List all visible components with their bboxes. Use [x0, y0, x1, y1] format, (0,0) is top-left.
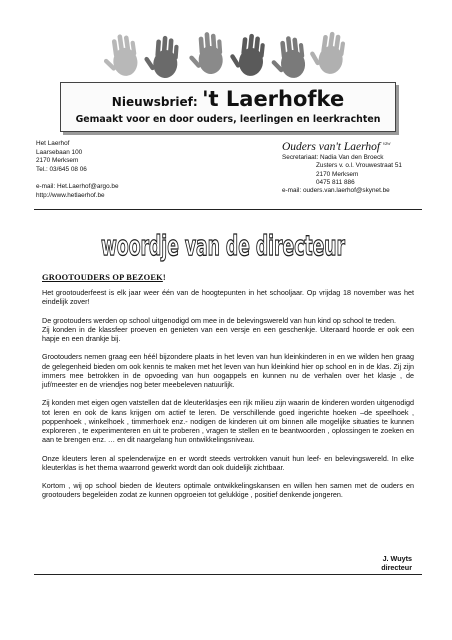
- hand-print-icon: [187, 31, 224, 75]
- hand-print-icon: [268, 35, 306, 80]
- newsletter-subtitle: Gemaakt voor en door ouders, leerlingen en leerkrachten: [75, 114, 381, 125]
- paragraph: Onze kleuters leren al spelenderwijze en er wordt steeds vertrokken vanuit hun leef- en belevingswereld. In elke kleuterklas is het thema waarrond gewerkt wordt dan ook duidelijk zichtbaar.: [42, 453, 414, 472]
- paragraph: Het grootouderfeest is elk jaar weer één van de hoogtepunten in het schooljaar. Op vrijdag 18 november was het eindelijk zover!: [42, 288, 414, 307]
- school-contact-block: [36, 140, 119, 200]
- association-vzw: vzw: [382, 142, 391, 147]
- title-name: 't Laerhofke: [202, 87, 345, 111]
- divider-bottom: [34, 574, 422, 575]
- hand-print-icon: [307, 29, 347, 75]
- article-body: [42, 288, 414, 509]
- hand-print-icon: [228, 32, 266, 77]
- section-heading: [42, 273, 166, 282]
- association-email: e-mail: ouders.van.laerhof@skynet.be: [282, 187, 390, 195]
- signature: [381, 554, 412, 572]
- paragraph: Grootouders nemen graag een héél bijzondere plaats in het leven van hun kleinkinderen in en we wilden hen graag de gelegenheid bieden om ook kennis te maken met het leven van hun kleinkind hier op school en in de klas. Zij zijn immers mee betrokken in de opvoeding van hun oogappels en kunnen nu de verhalen over het klasje , de juf/meester en de vriendjes nog beter meebeleven natuurlijk.: [42, 352, 414, 389]
- paragraph: Zij konden in de klassfeer proeven en genieten van een versje en een geschenkje. Uiteraard hoorde er ook een hapje en een drankje bij.: [42, 324, 414, 343]
- school-website[interactable]: http://www.hetlaerhof.be: [36, 191, 105, 199]
- hand-prints-logo: [100, 20, 355, 82]
- section-banner: [98, 222, 348, 264]
- school-email: e-mail: Het.Laerhof@argo.be: [36, 182, 119, 190]
- newsletter-title-box: [60, 82, 396, 132]
- title-prefix: Nieuwsbrief:: [111, 95, 198, 109]
- parents-association-block: [282, 138, 402, 196]
- signature-name: J. Wuyts: [382, 554, 412, 563]
- school-phone: Tel.: 03/645 08 06: [36, 165, 87, 173]
- section-heading-mark: !: [162, 273, 166, 282]
- association-address-1: Zusters v. o.l. Vrouwestraat 51: [316, 162, 402, 170]
- newsletter-title: [61, 87, 395, 111]
- signature-role: directeur: [381, 563, 412, 573]
- association-phone: 0475 811 886: [316, 179, 355, 187]
- school-name: Het Laerhof: [36, 140, 70, 147]
- section-heading-text: GROOTOUDERS OP BEZOEK: [42, 273, 163, 282]
- hand-print-icon: [100, 33, 139, 79]
- association-secretariat: Secretariaat: Nadia Van den Broeck: [282, 153, 384, 161]
- paragraph: Kortom , wij op school bieden de kleuters optimale ontwikkelingskansen en willen hen samen met de ouders en grootouders begeleiden zodat ze kunnen opgroeien tot gelukkige , positief denkende jongeren.: [42, 481, 414, 500]
- association-name: Ouders van't Laerhof: [282, 140, 381, 153]
- hand-print-icon: [142, 35, 179, 79]
- divider-top: [34, 209, 422, 210]
- school-street: Laarsebaan 100: [36, 148, 83, 156]
- paragraph: Zij konden met eigen ogen vatstellen dat de kleuterklasjes een rijk milieu zijn waarin de kinderen worden uitgenodigd tot leren en ook de kans krijgen om actief te leren. De verschillende goed ingerichte hoeken –de speelhoek , poppenhoek , winkelhoek , timmerhoek enz.- nodigen de kinderen uit om binnen alle mogelijke situaties te kunnen exploreren , te experimenteren en uit te proberen , vragen te stellen en te beantwoorden , oplossingen te zoeken en aan te brengen enz. … en dit naargelang hun ontwikkelingsniveau.: [42, 398, 414, 445]
- school-city: 2170 Merksem: [36, 157, 79, 165]
- association-address-2: 2170 Merksem: [316, 170, 359, 178]
- paragraph: De grootouders werden op school uitgenodigd om mee in de belevingswereld van hun kind op school te treden.: [42, 315, 397, 325]
- banner-text: woordje van de directeur: [101, 229, 346, 262]
